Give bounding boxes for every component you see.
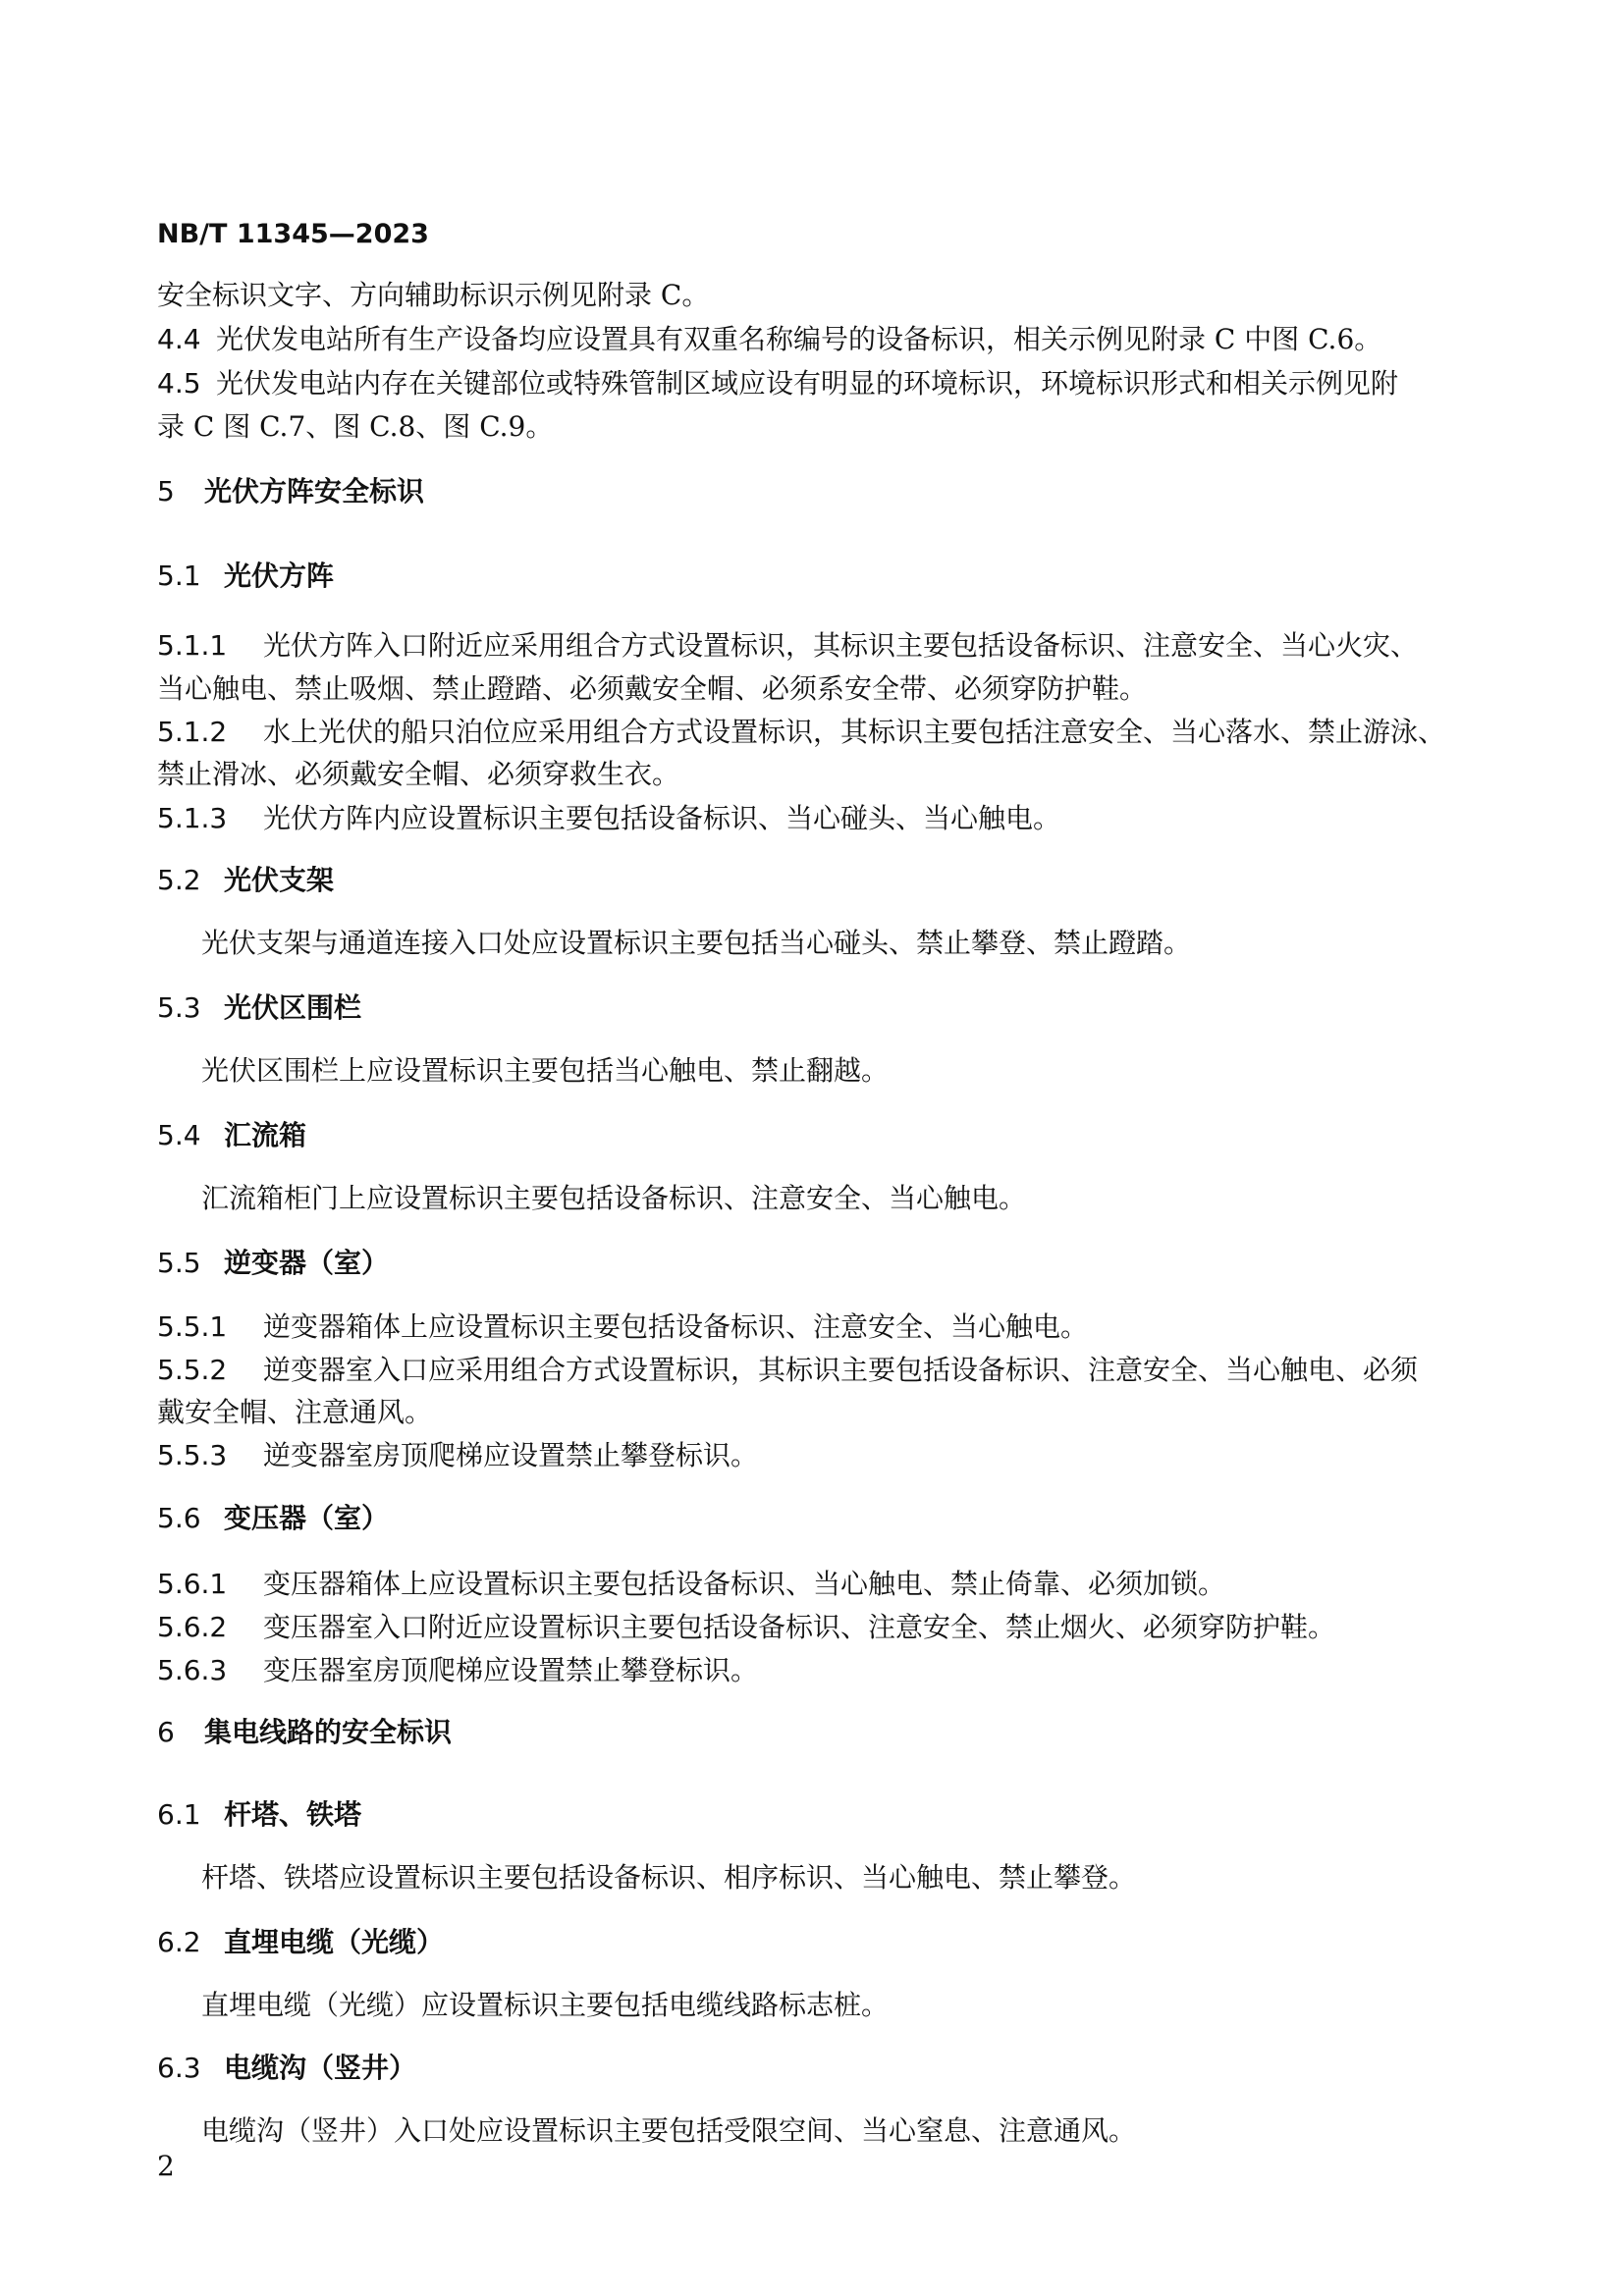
subsection-5-5-heading	[157, 1247, 389, 1280]
subsection-number: 6.3	[157, 2052, 201, 2084]
section-number: 6	[157, 1716, 175, 1748]
subsection-number: 6.1	[157, 1798, 201, 1831]
subsection-number: 5.1	[157, 560, 201, 592]
subsection-title: 变压器（室）	[224, 1502, 390, 1534]
subsection-number: 5.4	[157, 1119, 201, 1151]
subsection-title: 电缆沟（竖井）	[224, 2052, 417, 2084]
item-5-1-2	[157, 716, 1445, 749]
subsection-title: 光伏方阵	[224, 560, 335, 592]
item-5-1-1	[157, 629, 1418, 663]
subsection-5-2-heading	[157, 864, 334, 897]
subsection-title: 光伏区围栏	[224, 991, 362, 1024]
section-6-heading	[157, 1716, 452, 1749]
item-text: 变压器箱体上应设置标识主要包括设备标识、当心触电、禁止倚靠、必须加锁。	[263, 1568, 1226, 1600]
clause-4-4	[157, 323, 1381, 356]
item-5-6-3	[157, 1654, 758, 1687]
item-text: 逆变器箱体上应设置标识主要包括设备标识、注意安全、当心触电。	[263, 1310, 1089, 1343]
subsection-5-4-body: 汇流箱柜门上应设置标识主要包括设备标识、注意安全、当心触电。	[201, 1182, 1027, 1214]
clause-number: 4.4	[157, 323, 201, 355]
page-number: 2	[157, 2150, 175, 2182]
subsection-6-3-body: 电缆沟（竖井）入口处应设置标识主要包括受限空间、当心窒息、注意通风。	[201, 2114, 1137, 2147]
section-title: 集电线路的安全标识	[204, 1716, 453, 1748]
item-5-6-1	[157, 1568, 1225, 1601]
section-number: 5	[157, 475, 175, 507]
item-text: 变压器室房顶爬梯应设置禁止攀登标识。	[263, 1654, 759, 1686]
item-text: 逆变器室入口应采用组合方式设置标识，其标识主要包括设备标识、注意安全、当心触电、必须	[263, 1354, 1419, 1386]
subsection-title: 光伏支架	[224, 864, 335, 896]
item-number: 5.5.3	[157, 1439, 228, 1471]
subsection-5-2-body: 光伏支架与通道连接入口处应设置标识主要包括当心碰头、禁止攀登、禁止蹬踏。	[201, 927, 1192, 959]
item-5-1-3	[157, 802, 1060, 835]
item-5-5-3	[157, 1439, 758, 1472]
item-5-5-2	[157, 1354, 1418, 1387]
item-number: 5.1.2	[157, 716, 228, 748]
section-5-heading	[157, 475, 424, 508]
subsection-number: 5.2	[157, 864, 201, 896]
item-number: 5.5.2	[157, 1354, 228, 1386]
item-text: 光伏方阵内应设置标识主要包括设备标识、当心碰头、当心触电。	[263, 802, 1061, 834]
subsection-number: 5.3	[157, 991, 201, 1024]
clause-text: 光伏发电站内存在关键部位或特殊管制区域应设有明显的环境标识，环境标识形式和相关示例见附	[216, 367, 1399, 400]
intro-line: 安全标识文字、方向辅助标识示例见附录 C。	[157, 279, 710, 311]
subsection-6-2-heading	[157, 1926, 444, 1959]
subsection-5-3-heading	[157, 991, 361, 1025]
subsection-6-1-heading	[157, 1798, 361, 1832]
item-number: 5.5.1	[157, 1310, 228, 1343]
item-5-5-1	[157, 1310, 1088, 1344]
subsection-6-2-body: 直埋电缆（光缆）应设置标识主要包括电缆线路标志桩。	[201, 1989, 890, 2021]
subsection-6-3-heading	[157, 2052, 416, 2085]
item-number: 5.1.3	[157, 802, 228, 834]
item-number: 5.6.3	[157, 1654, 228, 1686]
item-5-1-2-continuation: 禁止滑冰、必须戴安全帽、必须穿救生衣。	[157, 758, 680, 790]
item-number: 5.6.2	[157, 1611, 228, 1643]
item-5-1-1-continuation: 当心触电、禁止吸烟、禁止蹬踏、必须戴安全帽、必须系安全带、必须穿防护鞋。	[157, 672, 1148, 705]
subsection-5-4-heading	[157, 1119, 306, 1152]
subsection-6-1-body: 杆塔、铁塔应设置标识主要包括设备标识、相序标识、当心触电、禁止攀登。	[201, 1861, 1137, 1894]
subsection-number: 5.5	[157, 1247, 201, 1279]
document-code-header: NB/T 11345—2023	[157, 219, 429, 249]
item-text: 逆变器室房顶爬梯应设置禁止攀登标识。	[263, 1439, 759, 1471]
clause-4-5-continuation: 录 C 图 C.7、图 C.8、图 C.9。	[157, 410, 554, 443]
subsection-title: 杆塔、铁塔	[224, 1798, 362, 1831]
subsection-title: 汇流箱	[224, 1119, 307, 1151]
subsection-number: 5.6	[157, 1502, 201, 1534]
clause-4-5	[157, 367, 1398, 400]
subsection-number: 6.2	[157, 1926, 201, 1958]
item-number: 5.6.1	[157, 1568, 228, 1600]
clause-text: 光伏发电站所有生产设备均应设置具有双重名称编号的设备标识，相关示例见附录 C 中图 C.6。	[216, 323, 1382, 355]
item-5-5-2-continuation: 戴安全帽、注意通风。	[157, 1396, 433, 1428]
subsection-5-1-heading	[157, 560, 334, 593]
item-text: 变压器室入口附近应设置标识主要包括设备标识、注意安全、禁止烟火、必须穿防护鞋。	[263, 1611, 1336, 1643]
subsection-5-6-heading	[157, 1502, 389, 1535]
item-text: 光伏方阵入口附近应采用组合方式设置标识，其标识主要包括设备标识、注意安全、当心火灾、	[263, 629, 1419, 662]
item-5-6-2	[157, 1611, 1335, 1644]
subsection-title: 逆变器（室）	[224, 1247, 390, 1279]
item-number: 5.1.1	[157, 629, 228, 662]
clause-number: 4.5	[157, 367, 201, 400]
subsection-title: 直埋电缆（光缆）	[224, 1926, 445, 1958]
section-title: 光伏方阵安全标识	[204, 475, 425, 507]
subsection-5-3-body: 光伏区围栏上应设置标识主要包括当心触电、禁止翻越。	[201, 1054, 890, 1087]
item-text: 水上光伏的船只泊位应采用组合方式设置标识，其标识主要包括注意安全、当心落水、禁止游泳、	[263, 716, 1446, 748]
